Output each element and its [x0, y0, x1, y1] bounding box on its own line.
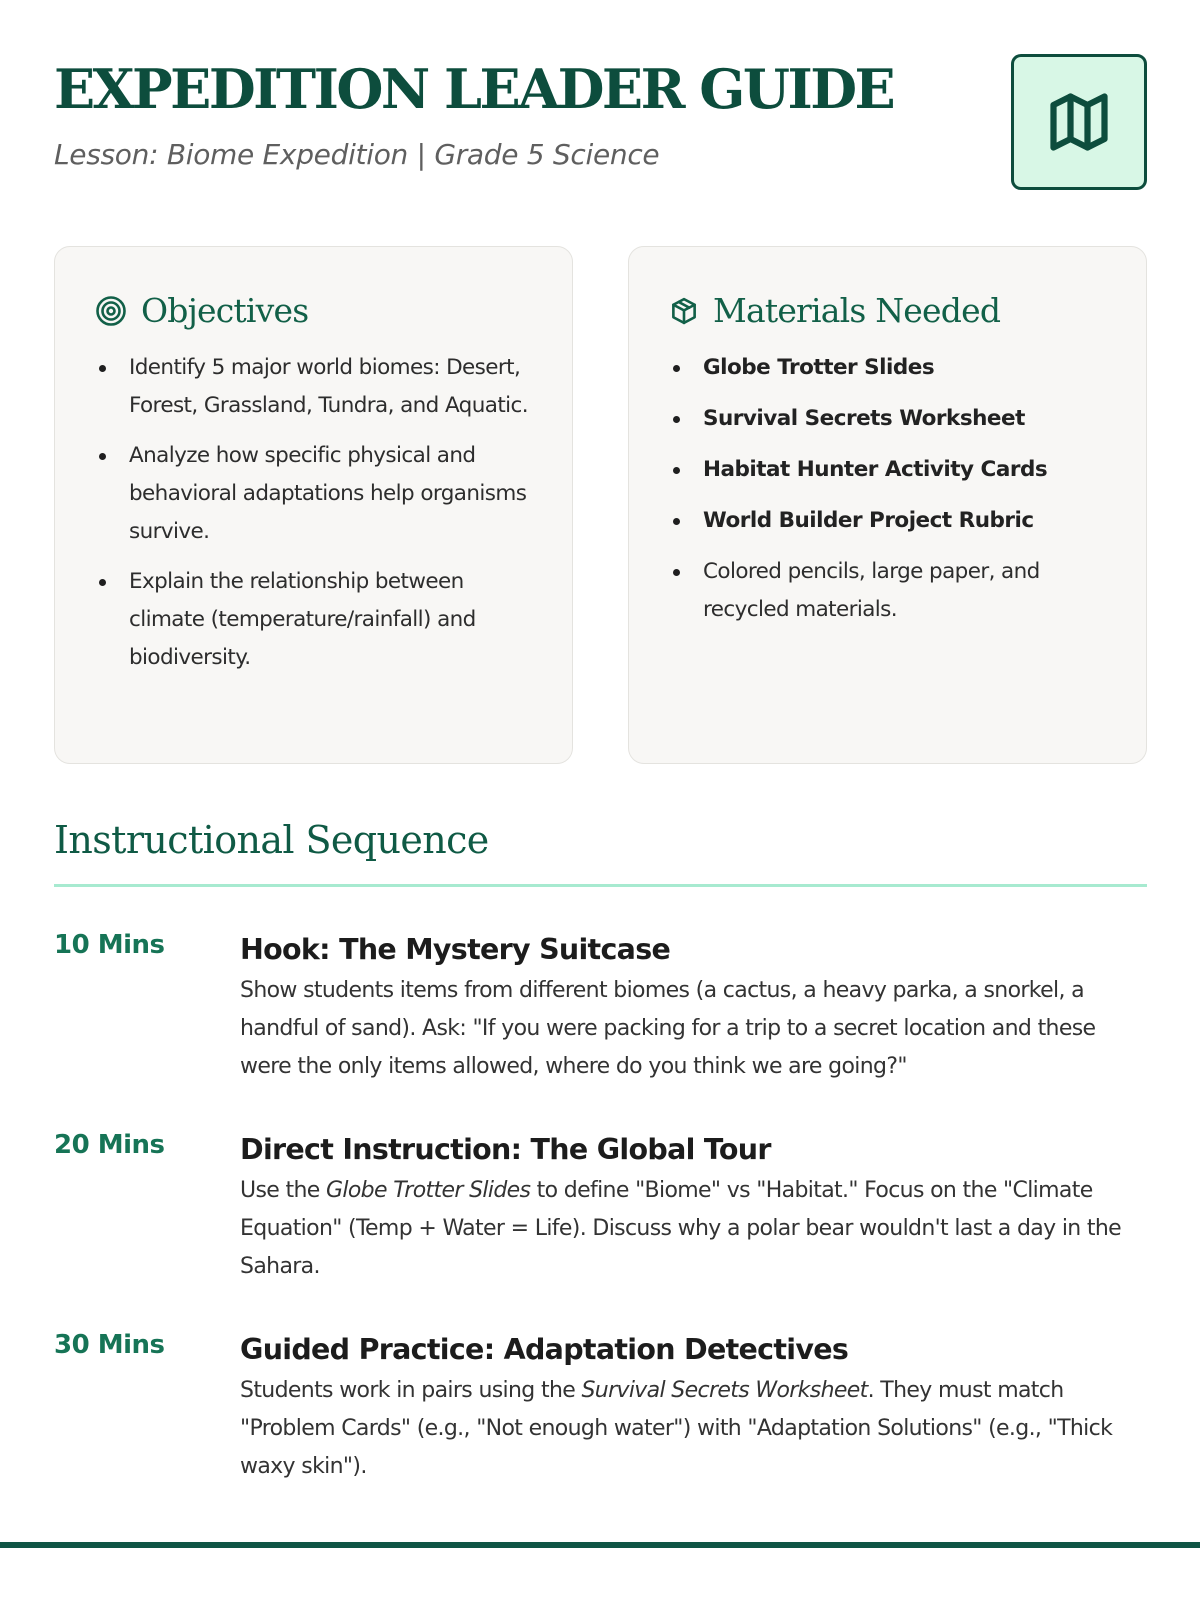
- list-item: Explain the relationship between climate (temperature/rainfall) and biodiversity.: [83, 563, 531, 677]
- step-title: Direct Instruction: The Global Tour: [240, 1133, 771, 1166]
- material-reference: Globe Trotter Slides: [326, 1178, 531, 1203]
- list-item: Colored pencils, large paper, and recycled materials.: [657, 553, 1105, 629]
- materials-card: [628, 246, 1147, 764]
- materials-title: Materials Needed: [713, 291, 1001, 330]
- step-duration: 20 Mins: [54, 1130, 165, 1160]
- step-description: Use the Globe Trotter Slides to define "Biome" vs "Habitat." Focus on the "Climate Equation" (Temp + Water = Life). Discuss why a polar bear wouldn't last a day in the Sahara.: [240, 1178, 1122, 1279]
- objectives-list: [83, 349, 531, 689]
- step-title: Hook: The Mystery Suitcase: [240, 933, 671, 966]
- target-icon: [95, 295, 127, 327]
- objectives-card: [54, 246, 573, 764]
- section-divider: [54, 884, 1147, 887]
- step-body: [240, 930, 1147, 1086]
- list-item: Identify 5 major world biomes: Desert, Forest, Grassland, Tundra, and Aquatic.: [83, 349, 531, 425]
- step-body: [240, 1130, 1147, 1286]
- list-item: Analyze how specific physical and behavioral adaptations help organisms survive.: [83, 437, 531, 551]
- header: [54, 52, 1147, 202]
- material-reference: Survival Secrets Worksheet: [581, 1378, 868, 1403]
- materials-list: [657, 349, 1105, 642]
- lesson-subtitle: Lesson: Biome Expedition | Grade 5 Science: [54, 138, 660, 171]
- materials-header: [669, 291, 1000, 330]
- step-duration: 10 Mins: [54, 930, 165, 960]
- step-description: Students work in pairs using the Survival Secrets Worksheet. They must match "Problem Cards" (e.g., "Not enough water") with "Adaptation Solutions" (e.g., "Thick waxy skin").: [240, 1378, 1113, 1479]
- step-body: [240, 1330, 1147, 1486]
- list-item: Globe Trotter Slides: [657, 349, 1105, 387]
- list-item: World Builder Project Rubric: [657, 502, 1105, 540]
- list-item: Survival Secrets Worksheet: [657, 400, 1105, 438]
- box-icon: [669, 295, 699, 327]
- section-title: Instructional Sequence: [54, 818, 489, 862]
- objectives-title: Objectives: [141, 291, 309, 330]
- list-item: Habitat Hunter Activity Cards: [657, 451, 1105, 489]
- objectives-header: [95, 291, 308, 330]
- step-description: Show students items from different biomes (a cactus, a heavy parka, a snorkel, a handful of sand). Ask: "If you were packing for a trip to a secret location and these were the only items allowed, where do you think we are going?": [240, 978, 1096, 1079]
- step-title: Guided Practice: Adaptation Detectives: [240, 1333, 849, 1366]
- page-title: EXPEDITION LEADER GUIDE: [54, 57, 894, 121]
- map-badge: [1011, 54, 1147, 190]
- step-duration: 30 Mins: [54, 1330, 165, 1360]
- map-icon: [1045, 88, 1113, 156]
- footer-rule: [0, 1542, 1200, 1548]
